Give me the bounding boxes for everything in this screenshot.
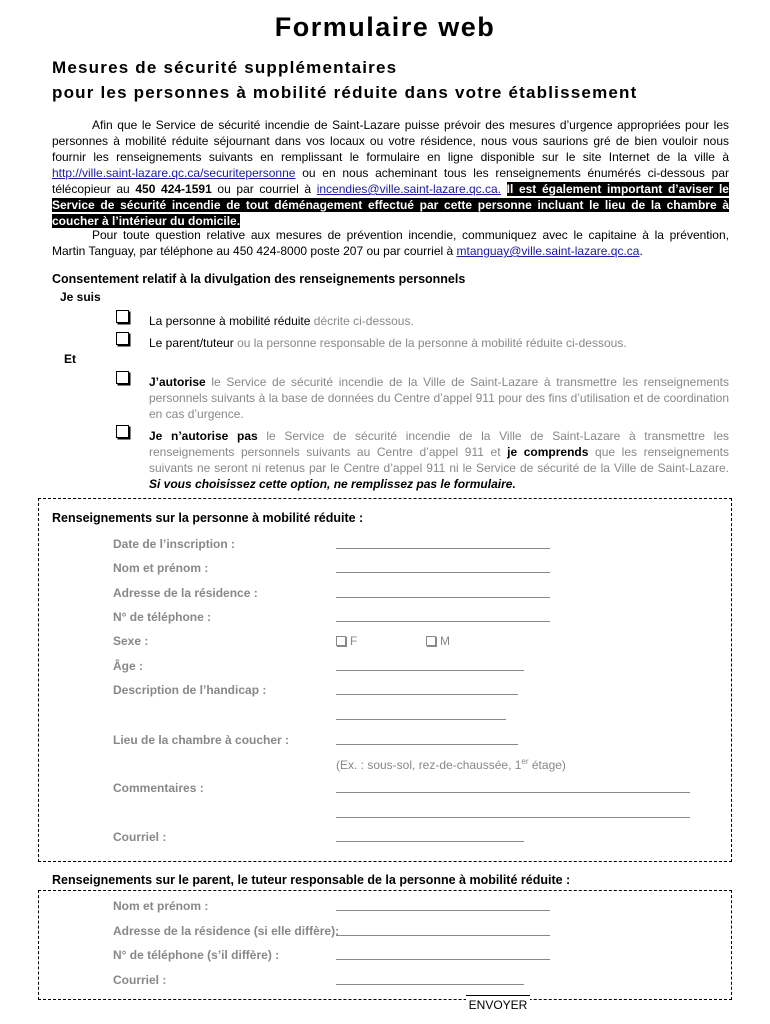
checkbox-person-reduced-mobility[interactable] bbox=[116, 310, 129, 323]
handicap-input-1[interactable] bbox=[336, 694, 518, 695]
contact-paragraph: Pour toute question relative aux mesures de prévention incendie, communiquez avec le capitaine à la prévention, Martin Tanguay, par téléphone au 450 424-8000 poste 207 ou par courriel à mtanguay@ville.saint-lazare.qc.ca. bbox=[52, 228, 729, 258]
room-label: Lieu de la chambre à coucher : bbox=[113, 733, 290, 747]
handicap-label: Description de l’handicap : bbox=[113, 683, 267, 697]
handicap-input-2[interactable] bbox=[336, 719, 506, 720]
send-button[interactable]: ENVOYER bbox=[466, 995, 530, 1016]
subtitle-line-1: Mesures de sécurité supplémentaires bbox=[52, 58, 398, 77]
sex-label: Sexe : bbox=[113, 634, 149, 648]
comments-input-2[interactable] bbox=[336, 817, 690, 818]
address-input[interactable] bbox=[336, 597, 550, 598]
guardian-name-input[interactable] bbox=[336, 910, 550, 911]
date-label: Date de l’inscription : bbox=[113, 537, 236, 551]
option-person-label: La personne à mobilité réduite décrite ci-dessous. bbox=[149, 314, 414, 328]
page-title: Formulaire web bbox=[274, 12, 496, 42]
room-input[interactable] bbox=[336, 744, 518, 745]
intro-paragraph: Afin que le Service de sécurité incendie de Saint-Lazare puisse prévoir des mesures d’urgence appropriées pour les personnes à mobilité réduite séjournant dans vos locaux ou votre résidence, nous vous saurions gré de bien vouloir nous fournir les renseignements suivants en remplissant le formulaire en ligne disponible sur le site Internet de la ville à http://ville.saint-lazare.qc.ca/securitepersonne ou en nous acheminant tous les renseignements énumérés ci-dessous par télécopieur au 450 424-1591 ou par courriel à incendies@ville.saint-lazare.qc.ca. Il est également important d’aviser le Service de sécurité incendie de tout déménagement effectué par cette personne incluant le lieu de la chambre à coucher à l’intérieur du domicile. bbox=[52, 118, 729, 228]
incendies-email-link[interactable]: incendies@ville.saint-lazare.qc.ca. bbox=[316, 182, 501, 196]
age-input[interactable] bbox=[336, 670, 524, 671]
sex-option-f[interactable]: F bbox=[336, 634, 357, 648]
guardian-address-label: Adresse de la résidence (si elle diffère): bbox=[113, 924, 340, 938]
authorize-text: J’autorise le Service de sécurité incendie de la Ville de Saint-Lazare à transmettre les renseignements personnels suivants à la base de données du Centre d’appel 911 pour des fins d’utilisation et de coordination en cas d’urgence. bbox=[149, 375, 729, 421]
checkbox-parent-guardian[interactable] bbox=[116, 332, 129, 345]
room-example: (Ex. : sous-sol, rez-de-chaussée, 1er étage) bbox=[336, 757, 566, 772]
checkbox-authorize[interactable] bbox=[116, 371, 129, 384]
je-suis-label: Je suis bbox=[60, 290, 101, 304]
guardian-address-input[interactable] bbox=[336, 935, 550, 936]
website-link[interactable]: http://ville.saint-lazare.qc.ca/securitepersonne bbox=[52, 166, 296, 180]
name-label: Nom et prénom : bbox=[113, 561, 209, 575]
email-label: Courriel : bbox=[113, 830, 167, 844]
person-info-section bbox=[38, 498, 732, 862]
date-input[interactable] bbox=[336, 548, 550, 549]
age-label: Âge : bbox=[113, 659, 143, 673]
checkbox-not-authorize[interactable] bbox=[116, 425, 129, 438]
mtanguay-email-link[interactable]: mtanguay@ville.saint-lazare.qc.ca bbox=[456, 244, 640, 258]
guardian-phone-label: N° de téléphone (s’il diffère) : bbox=[113, 948, 280, 962]
subtitle-line-2: pour les personnes à mobilité réduite dans votre établissement bbox=[52, 83, 638, 102]
consent-heading: Consentement relatif à la divulgation des renseignements personnels bbox=[52, 272, 466, 286]
not-authorize-text: Je n’autorise pas le Service de sécurité incendie de la Ville de Saint-Lazare à transmettre les renseignements personnels suivants au Centre d’appel 911 et je comprends que les renseignements suivants ne seront ni retenus par le Centre d’appel 911 ni le Service de sécurité de la Ville de Saint-Lazare. Si vous choisissez cette option, ne remplissez pas le formulaire. bbox=[149, 429, 729, 491]
phone-label: N° de téléphone : bbox=[113, 610, 212, 624]
guardian-phone-input[interactable] bbox=[336, 959, 550, 960]
guardian-email-label: Courriel : bbox=[113, 973, 167, 987]
comments-label: Commentaires : bbox=[113, 781, 204, 795]
comments-input-1[interactable] bbox=[336, 792, 690, 793]
option-guardian-label: Le parent/tuteur ou la personne responsable de la personne à mobilité réduite ci-dessous. bbox=[149, 336, 627, 350]
important-notice: Il est également important d’aviser le Service de sécurité incendie de tout déménagement effectué par cette personne incluant le lieu de la chambre à coucher à l’intérieur du domicile. bbox=[52, 182, 729, 228]
et-label: Et bbox=[64, 352, 76, 366]
sex-option-m[interactable]: M bbox=[426, 634, 450, 648]
guardian-email-input[interactable] bbox=[336, 984, 524, 985]
guardian-info-heading: Renseignements sur le parent, le tuteur responsable de la personne à mobilité réduite : bbox=[52, 873, 571, 887]
guardian-name-label: Nom et prénom : bbox=[113, 899, 209, 913]
email-input[interactable] bbox=[336, 841, 524, 842]
address-label: Adresse de la résidence : bbox=[113, 586, 258, 600]
person-info-heading: Renseignements sur la personne à mobilité réduite : bbox=[52, 511, 364, 525]
name-input[interactable] bbox=[336, 572, 550, 573]
phone-input[interactable] bbox=[336, 621, 550, 622]
